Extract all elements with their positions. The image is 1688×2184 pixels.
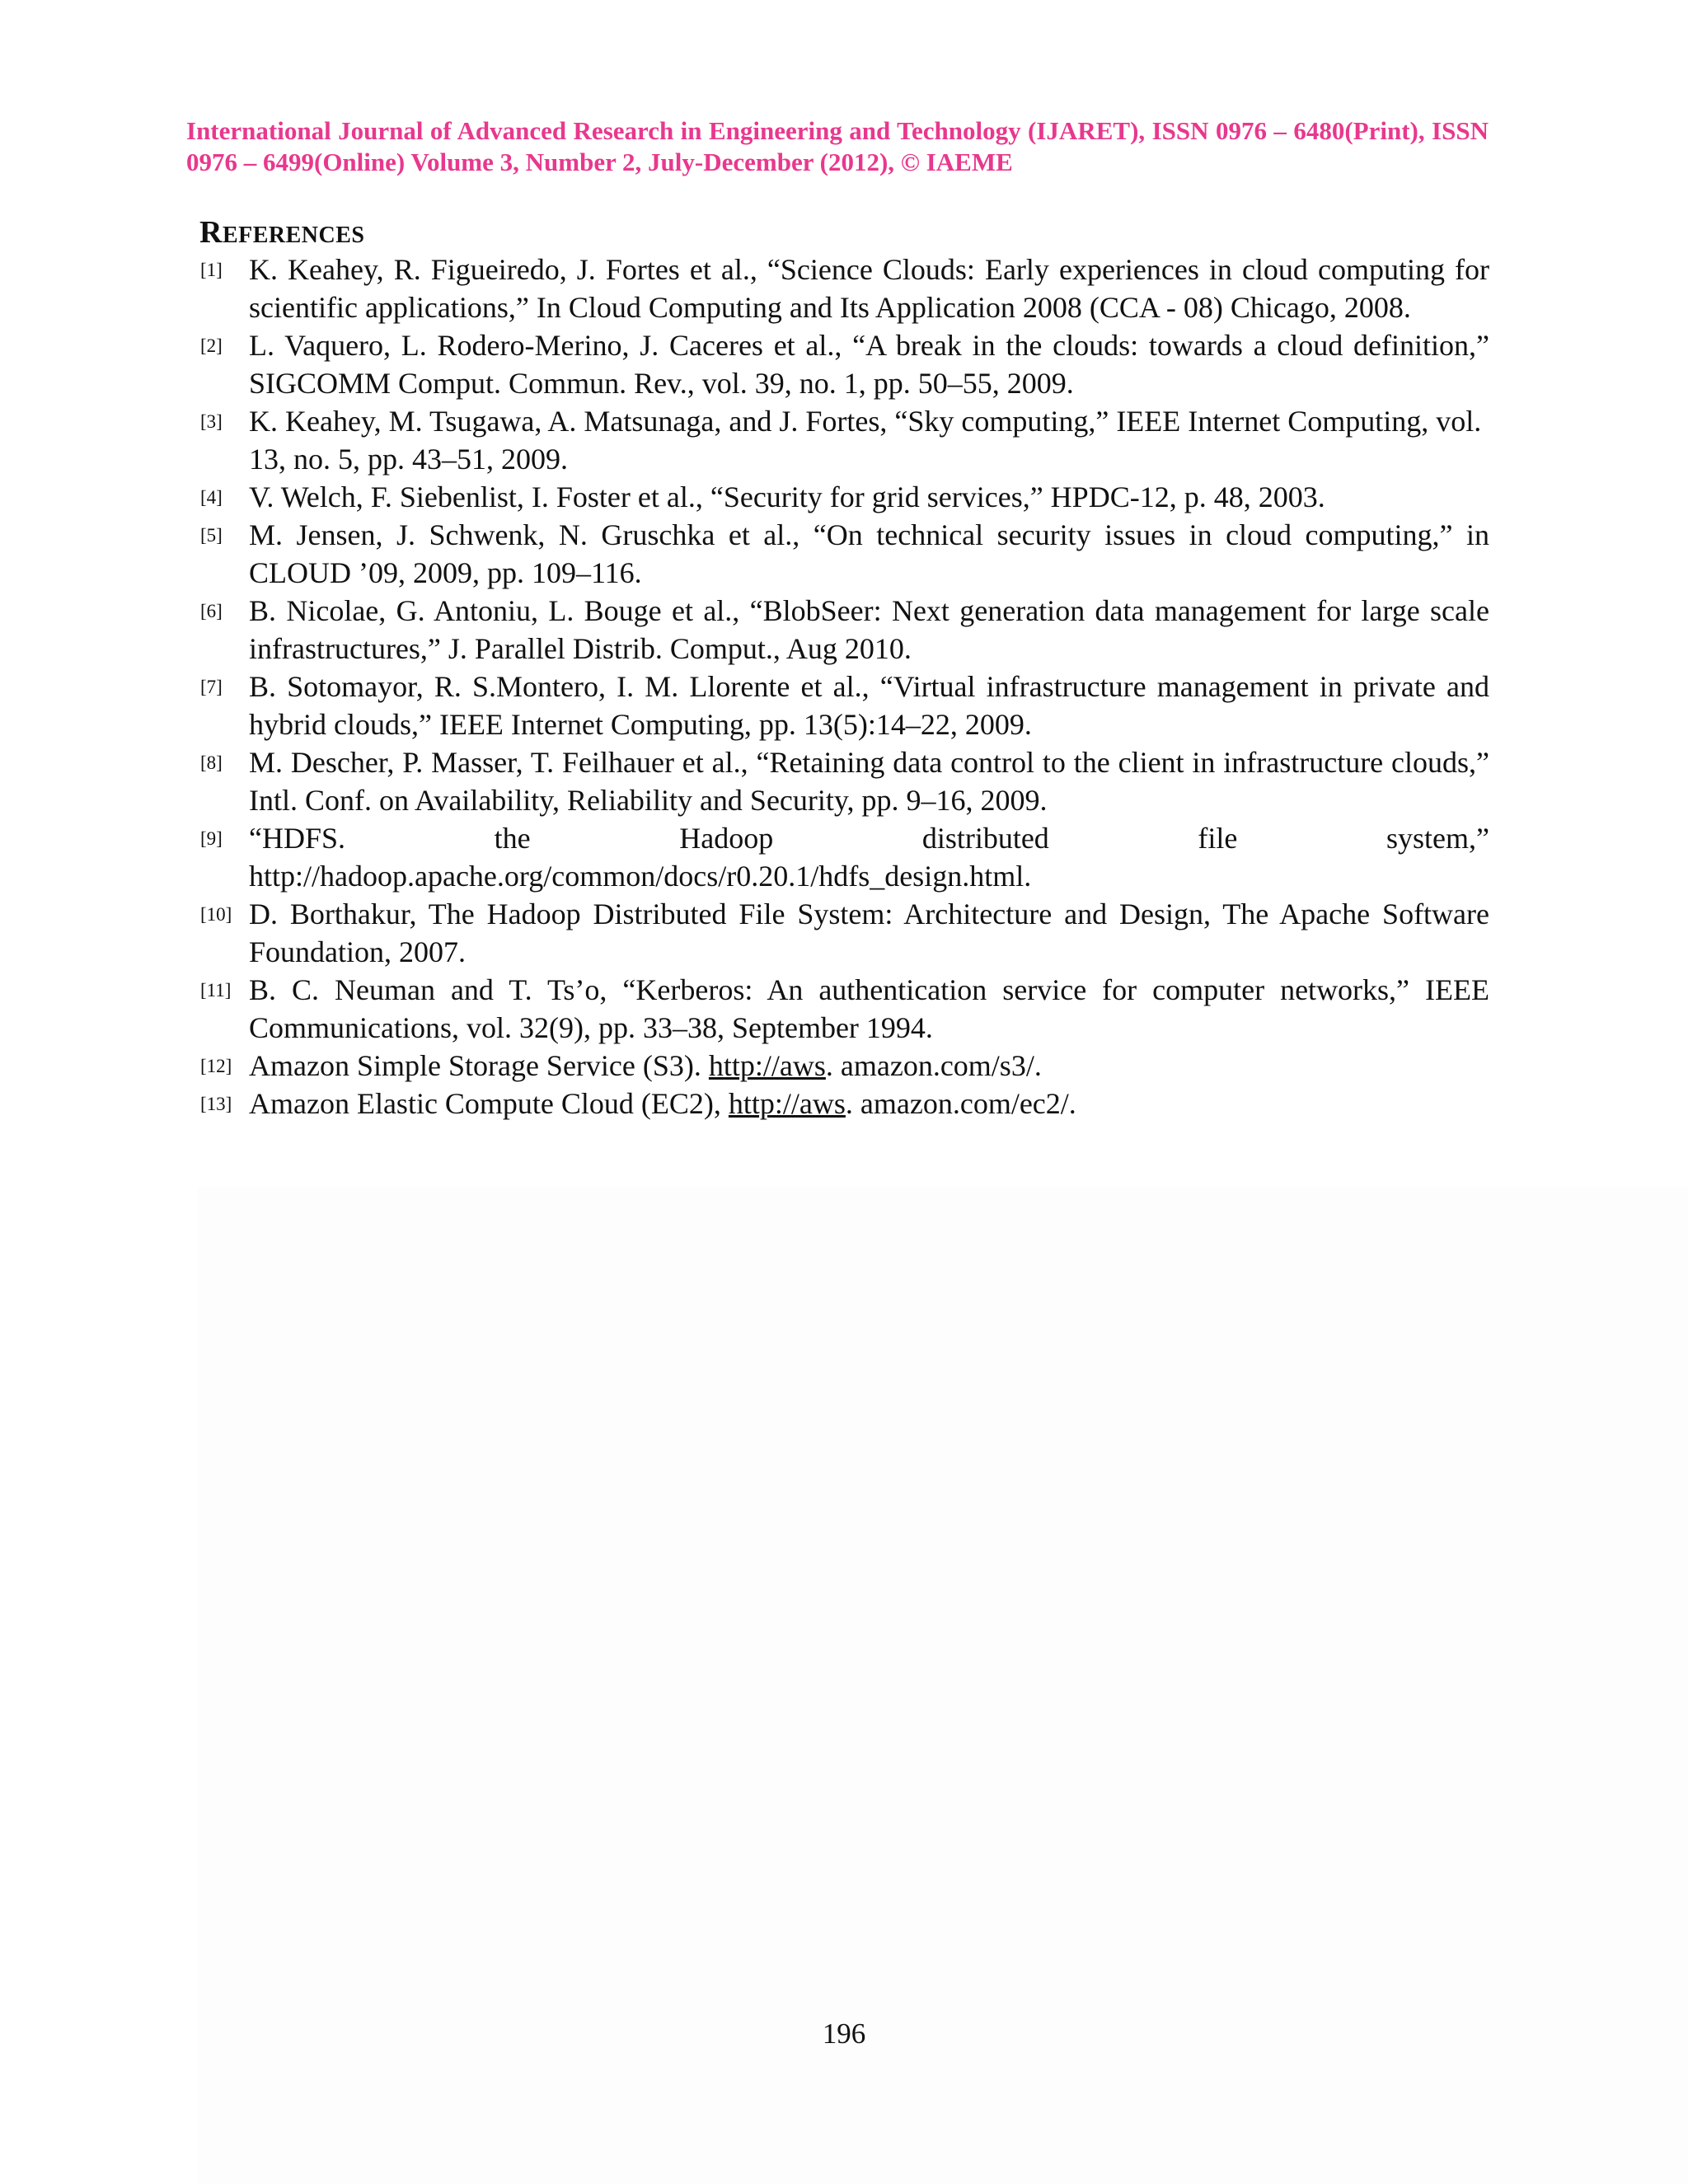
reference-number: [3] bbox=[200, 411, 223, 432]
reference-number: [2] bbox=[200, 335, 223, 356]
reference-text bbox=[249, 1087, 1076, 1120]
reference-number: [13] bbox=[200, 1094, 232, 1114]
reference-number: [5] bbox=[200, 525, 223, 546]
reference-text-before-link: Amazon Elastic Compute Cloud (EC2), bbox=[249, 1087, 729, 1120]
reference-url-text: http://hadoop.apache.org/common/docs/r0.20.1/hdfs_design.html. bbox=[249, 860, 1032, 893]
reference-link[interactable]: http://aws bbox=[728, 1087, 846, 1120]
reference-text: L. Vaquero, L. Rodero-Merino, J. Caceres et al., “A break in the clouds: towards a cloud definition,” SIGCOMM Comput. Commun. Rev., vol. 39, no. 1, pp. 50–55, 2009. bbox=[249, 329, 1489, 400]
reference-item-13 bbox=[200, 1085, 1489, 1122]
reference-text: M. Jensen, J. Schwenk, N. Gruschka et al., “On technical security issues in cloud computing,” in CLOUD ’09, 2009, pp. 109–116. bbox=[249, 518, 1489, 589]
reference-item-12 bbox=[200, 1047, 1489, 1085]
reference-text-spread: “HDFS. the Hadoop distributed file system,” bbox=[249, 822, 1489, 855]
reference-number: [11] bbox=[200, 980, 232, 1001]
reference-item-11 bbox=[200, 971, 1489, 1047]
reference-number: [6] bbox=[200, 601, 223, 621]
reference-text: B. Sotomayor, R. S.Montero, I. M. Llorente et al., “Virtual infrastructure management in private and hybrid clouds,” IEEE Internet Computing, pp. 13(5):14–22, 2009. bbox=[249, 670, 1489, 741]
reference-item-4 bbox=[200, 478, 1489, 516]
reference-list bbox=[200, 251, 1489, 1122]
journal-header: International Journal of Advanced Research in Engineering and Technology (IJARET), ISSN 0976 – 6480(Print), ISSN 0976 – 6499(Online) Volume 3, Number 2, July-December (2012), © IAEME bbox=[186, 116, 1489, 176]
reference-number: [8] bbox=[200, 752, 223, 773]
reference-item-1 bbox=[200, 251, 1489, 326]
reference-text-after-link: . amazon.com/s3/. bbox=[825, 1049, 1042, 1082]
reference-text: B. C. Neuman and T. Ts’o, “Kerberos: An authentication service for computer networks,” IEEE Communications, vol. 32(9), pp. 33–38, September 1994. bbox=[249, 973, 1489, 1044]
reference-text: K. Keahey, R. Figueiredo, J. Fortes et al., “Science Clouds: Early experiences in cloud computing for scientific applications,” In Cloud Computing and Its Application 2008 (CCA - 08) Chicago, 2008. bbox=[249, 253, 1489, 324]
reference-link[interactable]: http://aws bbox=[708, 1049, 826, 1082]
reference-text: M. Descher, P. Masser, T. Feilhauer et al., “Retaining data control to the client in infrastructure clouds,” Intl. Conf. on Availability, Reliability and Security, pp. 9–16, 2009. bbox=[249, 746, 1489, 817]
reference-text-before-link: Amazon Simple Storage Service (S3). bbox=[249, 1049, 709, 1082]
references-heading-rest: EFERENCES bbox=[222, 223, 365, 248]
reference-item-3 bbox=[200, 402, 1489, 478]
reference-text: K. Keahey, M. Tsugawa, A. Matsunaga, and J. Fortes, “Sky computing,” IEEE Internet Computing, vol. 13, no. 5, pp. 43–51, 2009. bbox=[249, 405, 1482, 476]
reference-item-5 bbox=[200, 516, 1489, 592]
reference-number: [9] bbox=[200, 828, 223, 849]
reference-number: [12] bbox=[200, 1056, 232, 1076]
reference-text: D. Borthakur, The Hadoop Distributed File System: Architecture and Design, The Apache Software Foundation, 2007. bbox=[249, 898, 1489, 968]
reference-number: [1] bbox=[200, 260, 223, 280]
reference-item-6 bbox=[200, 592, 1489, 668]
reference-number: [7] bbox=[200, 677, 223, 697]
page-number: 196 bbox=[822, 2018, 866, 2050]
reference-text: V. Welch, F. Siebenlist, I. Foster et al., “Security for grid services,” HPDC-12, p. 48, 2003. bbox=[249, 480, 1325, 513]
reference-item-2 bbox=[200, 326, 1489, 402]
reference-number: [10] bbox=[200, 904, 232, 925]
reference-text: B. Nicolae, G. Antoniu, L. Bouge et al., “BlobSeer: Next generation data management for large scale infrastructures,” J. Parallel Distrib. Comput., Aug 2010. bbox=[249, 594, 1489, 665]
reference-text-after-link: . amazon.com/ec2/. bbox=[845, 1087, 1076, 1120]
reference-item-10 bbox=[200, 895, 1489, 971]
references-heading-initial: R bbox=[199, 215, 223, 250]
reference-item-9 bbox=[200, 819, 1489, 895]
reference-item-7 bbox=[200, 668, 1489, 743]
reference-item-8 bbox=[200, 743, 1489, 819]
reference-number: [4] bbox=[200, 487, 223, 508]
references-heading bbox=[199, 216, 365, 252]
reference-text bbox=[249, 1049, 1042, 1082]
